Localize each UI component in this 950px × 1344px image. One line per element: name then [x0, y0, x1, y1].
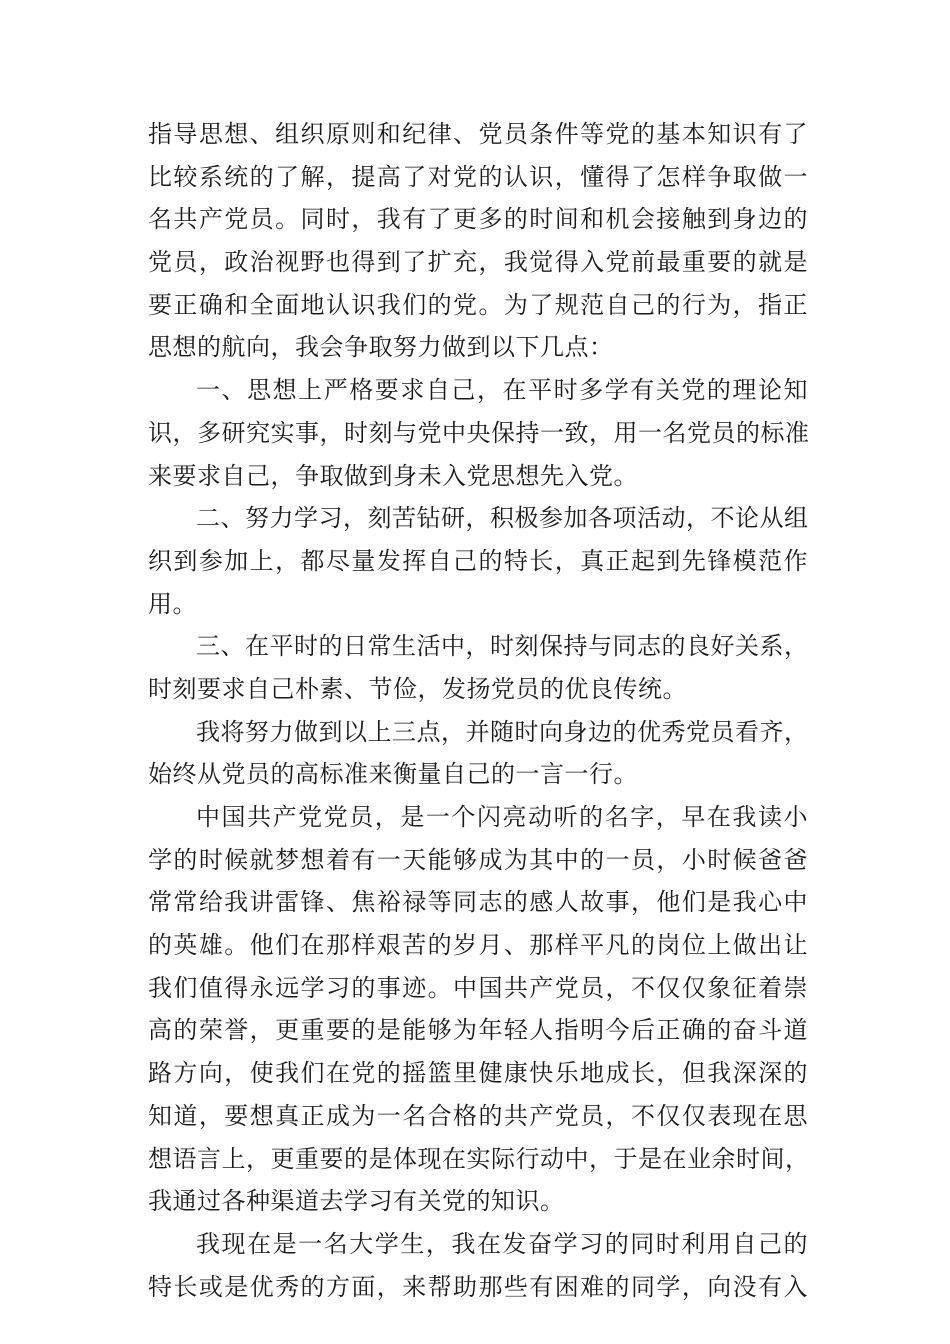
text-line: 三、在平时的日常生活中，时刻保持与同志的良好关系， [196, 632, 809, 661]
text-line: 我通过各种渠道去学习有关党的知识。 [148, 1187, 565, 1216]
text-line: 我将努力做到以上三点，并随时向身边的优秀党员看齐， [196, 717, 809, 746]
text-line: 用。 [148, 589, 197, 618]
body-text [148, 113, 808, 1308]
text-line: 我现在是一名大学生，我在发奋学习的同时利用自己的 [196, 1229, 808, 1258]
text-line: 路方向，使我们在党的摇篮里健康快乐地成长，但我深深的 [148, 1059, 808, 1088]
text-line: 我们值得永远学习的事迹。中国共产党员，不仅仅象征着崇 [148, 973, 808, 1002]
text-line: 高的荣誉，更重要的是能够为年轻人指明今后正确的奋斗道 [148, 1016, 808, 1045]
text-line: 识，多研究实事，时刻与党中央保持一致，用一名党员的标准 [148, 418, 810, 447]
text-line: 中国共产党党员，是一个闪亮动听的名字，早在我读小 [196, 803, 808, 831]
text-line: 指导思想、组织原则和纪律、党员条件等党的基本知识有了 [148, 120, 808, 148]
text-line: 的英雄。他们在那样艰苦的岁月、那样平凡的岗位上做出让 [148, 931, 808, 960]
text-line: 织到参加上，都尽量发挥自己的特长，真正起到先锋模范作 [148, 546, 808, 575]
text-line: 比较系统的了解，提高了对党的认识，懂得了怎样争取做一 [148, 162, 808, 191]
text-line: 特长或是优秀的方面，来帮助那些有困难的同学，向没有入 [148, 1272, 808, 1301]
text-line: 思想的航向，我会争取努力做到以下几点： [148, 333, 614, 362]
text-line: 要正确和全面地认识我们的党。为了规范自己的行为，指正 [148, 290, 808, 319]
text-line: 常常给我讲雷锋、焦裕禄等同志的感人故事，他们是我心中 [148, 888, 808, 917]
text-line: 学的时候就梦想着有一天能够成为其中的一员，小时候爸爸 [148, 845, 808, 874]
text-line: 知道，要想真正成为一名合格的共产党员，不仅仅表现在思 [148, 1101, 808, 1130]
text-line: 名共产党员。同时，我有了更多的时间和机会接触到身边的 [148, 205, 808, 234]
text-line: 想语言上，更重要的是体现在实际行动中，于是在业余时间， [148, 1144, 810, 1173]
text-line: 时刻要求自己朴素、节俭，发扬党员的优良传统。 [148, 674, 687, 703]
text-line: 一、思想上严格要求自己，在平时多学有关党的理论知 [196, 376, 808, 405]
text-line: 二、努力学习，刻苦钻研，积极参加各项活动，不论从组 [196, 504, 809, 533]
text-line: 始终从党员的高标准来衡量自己的一言一行。 [148, 760, 638, 789]
text-line: 来要求自己，争取做到身未入党思想先入党。 [148, 461, 638, 490]
text-line: 党员，政治视野也得到了扩充，我觉得入党前最重要的就是 [148, 248, 808, 277]
